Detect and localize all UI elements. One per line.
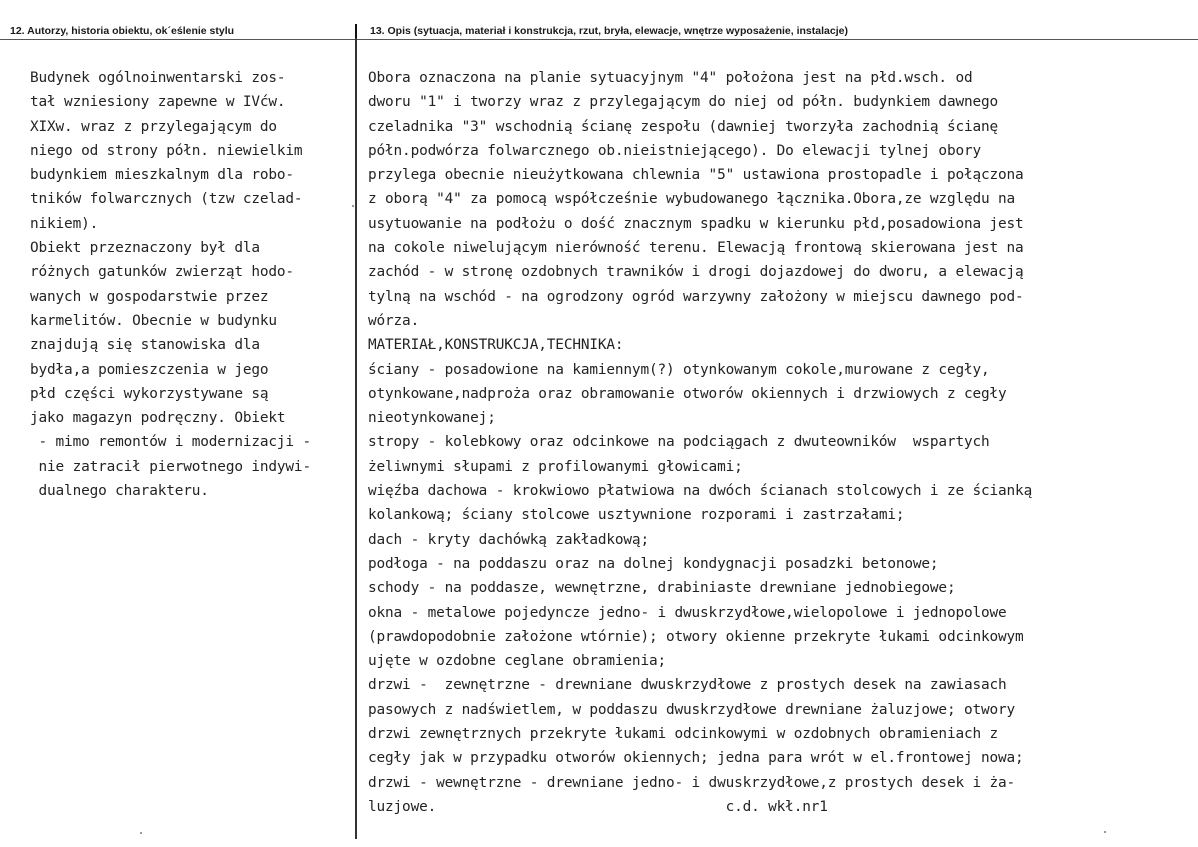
text-line: czeladnika "3" wschodnią ścianę zespołu (dawniej tworzyła zachodnią ścianę [368, 118, 999, 135]
text-line: Budynek ogólnoinwentarski zos- [30, 70, 286, 86]
text-line: nie zatracił pierwotnego indywi- [30, 458, 311, 475]
text-line: dworu "1" i tworzy wraz z przylegającym do niej od półn. budynkiem dawnego [368, 94, 999, 111]
text-line: drzwi zewnętrznych przekryte łukami odcinkowymi w ozdobnych obramieniach z [368, 726, 999, 743]
text-line: wórza. [368, 312, 420, 329]
text-line: budynkiem mieszkalnym dla robo- [30, 167, 294, 184]
text-line: żeliwnymi słupami z profilowanymi głowicami; [368, 458, 743, 475]
text-line: MATERIAŁ,KONSTRUKCJA,TECHNIKA: [368, 337, 624, 354]
text-line: karmelitów. Obecnie w budynku [30, 312, 277, 329]
text-line: Obora oznaczona na planie sytuacyjnym "4" położona jest na płd.wsch. od [368, 70, 973, 86]
text-line: bydła,a pomieszczenia w jego [30, 361, 269, 378]
text-line: podłoga - na poddaszu oraz na dolnej kondygnacji posadzki betonowe; [368, 555, 939, 572]
section-13-header: 13. Opis (sytuacja, materiał i konstrukcja, rzut, bryła, elewacje, wnętrze wyposażenie, instalacje) [370, 25, 848, 37]
text-line: cegły jak w przypadku otworów okiennych; jedna para wrót w el.frontowej nowa; [368, 750, 1024, 767]
text-line: przylega obecnie nieużytkowana chlewnia "5" ustawiona prostopadle i połączona [368, 167, 1024, 184]
text-line: więźba dachowa - krokwiowo płatwiowa na dwóch ścianach stolcowych i ze ścianką [368, 483, 1033, 500]
text-line: jako magazyn podręczny. Obiekt [30, 410, 286, 427]
text-line: kolankową; ściany stolcowe usztywnione rozporami i zastrzałami; [368, 507, 905, 524]
text-line: XIXw. wraz z przylegającym do [30, 118, 277, 135]
text-line: otynkowane,nadproża oraz obramowanie otworów okiennych i drzwiowych z cegły [368, 385, 1007, 402]
paper-speck [1104, 831, 1106, 833]
text-line: (prawdopodobnie założone wtórnie); otwory okienne przekryte łukami odcinkowym [368, 628, 1024, 645]
text-line: różnych gatunków zwierząt hodo- [30, 264, 294, 281]
text-line: dach - kryty dachówką zakładkową; [368, 531, 649, 548]
text-line: drzwi - zewnętrzne - drewniane dwuskrzydłowe z prostych desek na zawiasach [368, 677, 1007, 694]
column-divider [355, 24, 357, 839]
text-line: drzwi - wewnętrzne - drewniane jedno- i dwuskrzydłowe,z prostych desek i ża- [368, 774, 1016, 791]
text-line: ujęte w ozdobne ceglane obramienia; [368, 653, 666, 670]
text-line: pasowych z nadświetlem, w poddaszu dwuskrzydłowe drewniane żaluzjowe; otwory [368, 701, 1016, 718]
description-text [368, 66, 1032, 819]
history-text [30, 66, 311, 503]
text-line: - mimo remontów i modernizacji - [30, 434, 311, 451]
paper-speck [140, 832, 142, 834]
text-line: na cokole niwelującym nierówność terenu. Elewacją frontową skierowana jest na [368, 240, 1024, 257]
header-rule [0, 39, 1198, 40]
text-line: usytuowanie na podłożu o dość znacznym spadku w kierunku płd,posadowiona jest [368, 215, 1024, 232]
text-line: płd części wykorzystywane są [30, 385, 269, 402]
text-line: Obiekt przeznaczony był dla [30, 240, 260, 257]
paper-speck [352, 205, 354, 207]
text-line: znajdują się stanowiska dla [30, 337, 260, 354]
text-line: wanych w gospodarstwie przez [30, 288, 269, 305]
text-line: tylną na wschód - na ogrodzony ogród warzywny założony w miejscu dawnego pod- [368, 288, 1024, 305]
text-line: niego od strony półn. niewielkim [30, 142, 303, 159]
text-line: okna - metalowe pojedyncze jedno- i dwuskrzydłowe,wielopolowe i jednopolowe [368, 604, 1007, 621]
text-line: nikiem). [30, 215, 99, 232]
text-line: ściany - posadowione na kamiennym(?) otynkowanym cokole,murowane z cegły, [368, 361, 990, 378]
text-line: tał wzniesiony zapewne w IVćw. [30, 94, 286, 111]
section-12-header: 12. Autorzy, historia obiektu, ok´eślenie stylu [10, 25, 235, 37]
text-line: zachód - w stronę ozdobnych trawników i drogi dojazdowej do dworu, a elewacją [368, 264, 1024, 281]
text-line: tników folwarcznych (tzw czelad- [30, 191, 303, 208]
text-line: półn.podwórza folwarcznego ob.nieistniejącego). Do elewacji tylnej obory [368, 142, 982, 159]
text-line: z oborą "4" za pomocą współcześnie wybudowanego łącznika.Obora,ze względu na [368, 191, 1016, 208]
text-line: dualnego charakteru. [30, 483, 209, 500]
text-line: stropy - kolebkowy oraz odcinkowe na podciągach z dwuteowników wspartych [368, 434, 990, 451]
column-divider-top [355, 24, 357, 38]
text-line: luzjowe. c.d. wkł.nr1 [368, 798, 828, 815]
text-line: schody - na poddasze, wewnętrzne, drabiniaste drewniane jednobiegowe; [368, 580, 956, 597]
text-line: nieotynkowanej; [368, 410, 496, 427]
